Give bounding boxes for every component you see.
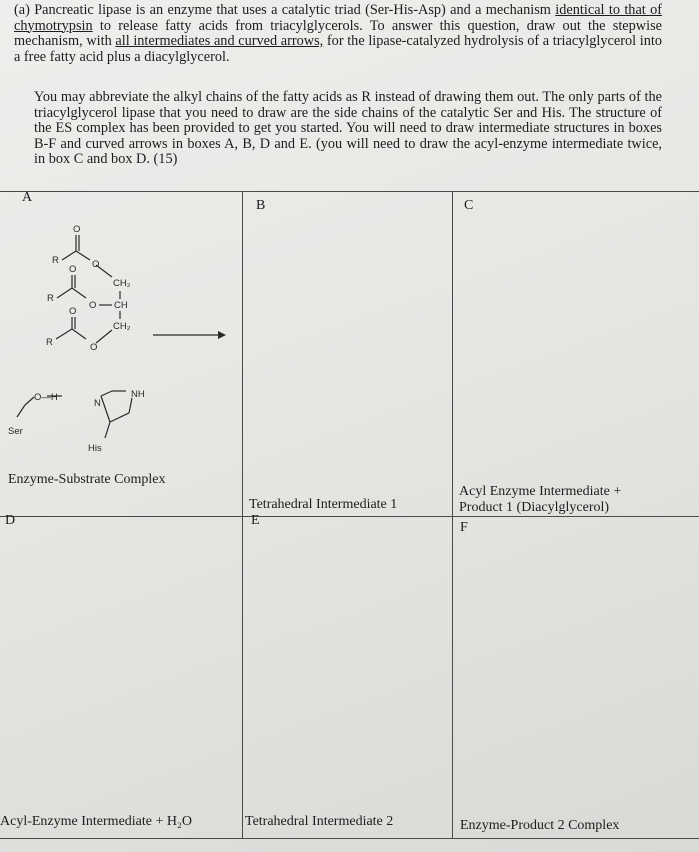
- label-o-carbonyl-3: O: [69, 306, 77, 317]
- question-text-2: to release fatty acids from triacylglycerols. To answer this question, draw out the stepwise mechanism, with: [14, 17, 662, 50]
- box-b-letter: B: [256, 198, 266, 213]
- box-d-letter: D: [5, 513, 16, 528]
- question-text-underlined-1: identical to that of chymotrypsin: [14, 2, 663, 34]
- instructions-paragraph: You may abbreviate the alkyl chains of the fatty acids as R instead of drawing them out. The only parts of the triacylglycerol lipase that you need to draw are the side chains of the catalytic Ser and His. The structure of the ES complex has been provided to get you started. You will need to draw intermediate structures in boxes B-F and curved arrows in boxes A, B, D and E. (you will need to draw the acyl-enzyme intermediate twice, in box C and box D. (15): [34, 89, 662, 168]
- box-e-letter: E: [251, 513, 260, 528]
- grid-col-divider-1: [242, 191, 243, 839]
- label-r-1: R: [52, 255, 59, 266]
- label-r-3: R: [46, 337, 53, 348]
- question-part-label: (a): [14, 2, 30, 18]
- label-r-2: R: [47, 293, 54, 304]
- label-ch: CH: [114, 300, 128, 311]
- grid-middle-border: [0, 516, 699, 517]
- label-o-ester-2: O: [89, 300, 97, 311]
- box-a-letter: A: [22, 190, 33, 205]
- box-c-caption-line1: Acyl Enzyme Intermediate +: [459, 484, 622, 499]
- grid-col-divider-2: [452, 191, 453, 839]
- label-his-nh: NH: [131, 389, 145, 400]
- box-c-letter: C: [464, 198, 474, 213]
- question-text-1: Pancreatic lipase is an enzyme that uses a catalytic triad (Ser-His-Asp) and a mechanism: [34, 2, 551, 18]
- label-ch2-bottom: CH₂: [113, 321, 131, 332]
- grid-top-border: [0, 191, 699, 192]
- label-ser: Ser: [8, 426, 23, 437]
- label-ch2-top: CH₂: [113, 278, 131, 289]
- question-paragraph: [14, 2, 663, 65]
- label-o-ester-3: O: [90, 342, 98, 353]
- label-his: His: [88, 443, 102, 454]
- box-b-caption: Tetrahedral Intermediate 1: [249, 497, 398, 512]
- label-o-carbonyl-2: O: [69, 264, 77, 275]
- box-a-caption: Enzyme-Substrate Complex: [8, 472, 166, 487]
- box-f-letter: F: [460, 520, 468, 535]
- grid-bottom-border: [0, 838, 699, 839]
- label-o-ester-1: O: [92, 259, 100, 270]
- question-text-3: for the lipase-catalyzed hydrolysis of a triacylglycerol into a free fatty acid plus a diacylglycerol.: [14, 33, 663, 65]
- box-f-caption: Enzyme-Product 2 Complex: [460, 818, 620, 833]
- question-text-underlined-2: all intermediates and curved arrows,: [115, 33, 324, 50]
- label-ser-oh: O—H: [34, 392, 58, 403]
- label-his-n: N: [94, 398, 101, 409]
- box-c-caption-line2: Product 1 (Diacylglycerol): [459, 500, 610, 515]
- box-d-caption: Acyl-Enzyme Intermediate + H₂O: [0, 814, 192, 829]
- es-complex-structure: [0, 195, 240, 465]
- label-o-carbonyl-1: O: [73, 224, 81, 235]
- box-e-caption: Tetrahedral Intermediate 2: [245, 814, 394, 829]
